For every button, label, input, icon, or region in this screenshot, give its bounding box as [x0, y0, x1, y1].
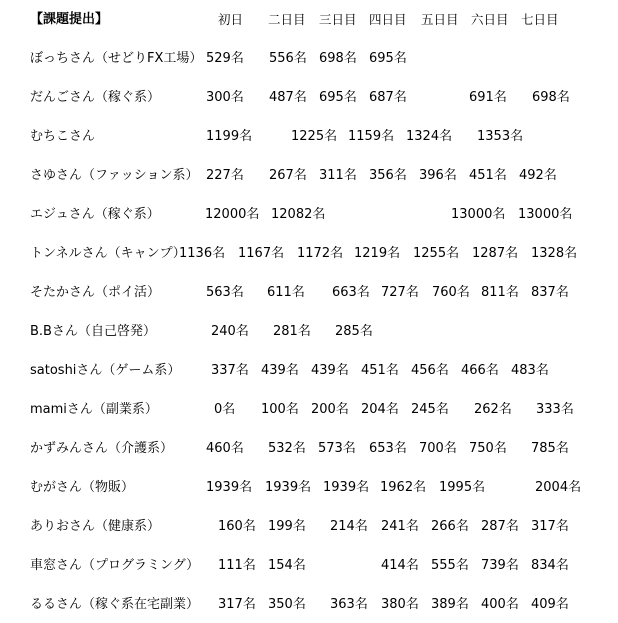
value-cell: 356名 [369, 168, 407, 183]
table-title: 【課題提出】 [30, 12, 109, 27]
day-header-3: 三日目 [319, 12, 357, 27]
value-cell: 653名 [369, 441, 407, 456]
value-cell: 199名 [268, 519, 306, 534]
row-name: るるさん（稼ぐ系在宅副業） [30, 597, 200, 612]
value-cell: 698名 [532, 90, 570, 105]
day-header-5: 五日目 [421, 12, 459, 27]
value-cell: 529名 [206, 51, 244, 66]
value-cell: 1172名 [297, 246, 344, 261]
value-cell: 1287名 [472, 246, 519, 261]
value-cell: 483名 [511, 363, 549, 378]
row-name: だんごさん（稼ぐ系） [30, 90, 161, 105]
value-cell: 285名 [335, 324, 373, 339]
value-cell: 750名 [469, 441, 507, 456]
value-cell: 698名 [319, 51, 357, 66]
value-cell: 811名 [481, 285, 519, 300]
row-name: satoshiさん（ゲーム系） [30, 363, 181, 378]
value-cell: 1328名 [531, 246, 578, 261]
value-cell: 111名 [218, 558, 256, 573]
value-cell: 739名 [481, 558, 519, 573]
row-name: ぼっちさん（せどりFX工場） [30, 51, 203, 66]
value-cell: 687名 [369, 90, 407, 105]
value-cell: 414名 [381, 558, 419, 573]
value-cell: 487名 [269, 90, 307, 105]
row-name: むちこさん [30, 129, 96, 144]
value-cell: 200名 [311, 402, 349, 417]
value-cell: 363名 [330, 597, 368, 612]
row-name: トンネルさん（キャンプ） [30, 246, 186, 261]
value-cell: 214名 [330, 519, 368, 534]
value-cell: 1939名 [323, 480, 370, 495]
value-cell: 12082名 [271, 207, 326, 222]
row-name: そたかさん（ポイ活） [30, 285, 161, 300]
value-cell: 1962名 [380, 480, 427, 495]
value-cell: 400名 [481, 597, 519, 612]
value-cell: 380名 [381, 597, 419, 612]
value-cell: 262名 [474, 402, 512, 417]
row-name: 車窓さん（プログラミング） [30, 558, 200, 573]
value-cell: 281名 [273, 324, 311, 339]
row-name: ありおさん（健康系） [30, 519, 161, 534]
value-cell: 350名 [268, 597, 306, 612]
value-cell: 1136名 [179, 246, 226, 261]
value-cell: 691名 [469, 90, 507, 105]
value-cell: 1995名 [439, 480, 486, 495]
value-cell: 1939名 [206, 480, 253, 495]
value-cell: 0名 [214, 402, 236, 417]
value-cell: 1219名 [354, 246, 401, 261]
value-cell: 160名 [218, 519, 256, 534]
value-cell: 456名 [411, 363, 449, 378]
value-cell: 311名 [319, 168, 357, 183]
value-cell: 760名 [432, 285, 470, 300]
value-cell: 1225名 [291, 129, 338, 144]
value-cell: 240名 [211, 324, 249, 339]
value-cell: 317名 [218, 597, 256, 612]
value-cell: 563名 [206, 285, 244, 300]
day-header-1: 初日 [218, 12, 244, 27]
value-cell: 611名 [267, 285, 305, 300]
value-cell: 241名 [381, 519, 419, 534]
row-name: かずみんさん（介護系） [30, 441, 174, 456]
value-cell: 573名 [318, 441, 356, 456]
value-cell: 1353名 [477, 129, 524, 144]
value-cell: 834名 [531, 558, 569, 573]
value-cell: 12000名 [205, 207, 260, 222]
value-cell: 466名 [461, 363, 499, 378]
value-cell: 245名 [411, 402, 449, 417]
value-cell: 409名 [531, 597, 569, 612]
row-name: むがさん（物販） [30, 480, 135, 495]
row-name: mamiさん（副業系） [30, 402, 158, 417]
value-cell: 396名 [419, 168, 457, 183]
value-cell: 451名 [469, 168, 507, 183]
value-cell: 727名 [381, 285, 419, 300]
row-name: B.Bさん（自己啓発） [30, 324, 156, 339]
value-cell: 1199名 [206, 129, 253, 144]
value-cell: 532名 [268, 441, 306, 456]
value-cell: 1255名 [413, 246, 460, 261]
value-cell: 700名 [419, 441, 457, 456]
value-cell: 1939名 [265, 480, 312, 495]
value-cell: 1159名 [348, 129, 395, 144]
value-cell: 695名 [319, 90, 357, 105]
day-header-6: 六日目 [471, 12, 509, 27]
value-cell: 154名 [268, 558, 306, 573]
value-cell: 266名 [431, 519, 469, 534]
row-name: エジュさん（稼ぐ系） [30, 207, 160, 222]
value-cell: 227名 [206, 168, 244, 183]
value-cell: 492名 [519, 168, 557, 183]
row-name: さゆさん（ファッション系） [30, 168, 199, 183]
value-cell: 333名 [536, 402, 574, 417]
value-cell: 439名 [311, 363, 349, 378]
value-cell: 100名 [261, 402, 299, 417]
value-cell: 317名 [531, 519, 569, 534]
value-cell: 439名 [261, 363, 299, 378]
value-cell: 13000名 [518, 207, 573, 222]
value-cell: 451名 [361, 363, 399, 378]
value-cell: 556名 [269, 51, 307, 66]
value-cell: 389名 [431, 597, 469, 612]
value-cell: 13000名 [451, 207, 506, 222]
value-cell: 300名 [206, 90, 244, 105]
value-cell: 837名 [531, 285, 569, 300]
value-cell: 785名 [531, 441, 569, 456]
value-cell: 2004名 [535, 480, 582, 495]
value-cell: 1324名 [406, 129, 453, 144]
value-cell: 287名 [481, 519, 519, 534]
day-header-2: 二日目 [268, 12, 306, 27]
value-cell: 1167名 [238, 246, 285, 261]
value-cell: 337名 [211, 363, 249, 378]
value-cell: 663名 [332, 285, 370, 300]
value-cell: 267名 [269, 168, 307, 183]
day-header-4: 四日目 [369, 12, 407, 27]
value-cell: 204名 [361, 402, 399, 417]
value-cell: 695名 [369, 51, 407, 66]
value-cell: 460名 [206, 441, 244, 456]
day-header-7: 七日目 [521, 12, 559, 27]
value-cell: 555名 [431, 558, 469, 573]
